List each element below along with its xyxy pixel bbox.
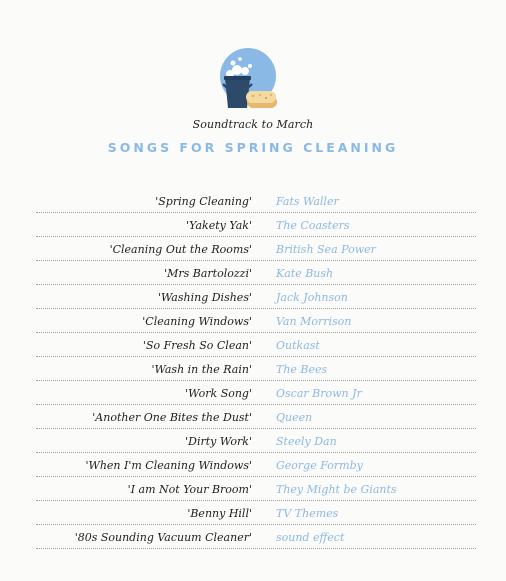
song-list: [36, 189, 476, 549]
page-title: SONGS FOR SPRING CLEANING: [107, 140, 399, 155]
song-title: 'Spring Cleaning': [155, 195, 252, 208]
bubble: [248, 64, 252, 68]
list-item: [36, 477, 476, 501]
song-artist: Steely Dan: [276, 435, 337, 448]
song-artist: British Sea Power: [276, 243, 376, 256]
song-artist: George Formby: [276, 459, 363, 472]
song-title: '80s Sounding Vacuum Cleaner': [74, 531, 252, 544]
bucket-logo: [216, 46, 284, 114]
song-artist: TV Themes: [276, 507, 339, 520]
song-title: 'Dirty Work': [185, 435, 252, 448]
song-title: 'Mrs Bartolozzi': [164, 267, 252, 280]
song-title: 'Work Song': [185, 387, 252, 400]
bubble: [241, 67, 249, 75]
song-title: 'Washing Dishes': [157, 291, 252, 304]
song-artist: sound effect: [276, 531, 345, 544]
list-item: [36, 189, 476, 213]
list-item: [36, 309, 476, 333]
list-item: [36, 237, 476, 261]
song-title: 'Wash in the Rain': [151, 363, 252, 376]
song-artist: Jack Johnson: [276, 291, 348, 304]
song-artist: The Coasters: [276, 219, 350, 232]
bubble: [232, 65, 242, 75]
list-item: [36, 453, 476, 477]
song-artist: They Might be Giants: [276, 483, 397, 496]
song-artist: Outkast: [276, 339, 320, 352]
list-item: [36, 381, 476, 405]
song-title: 'When I'm Cleaning Windows': [85, 459, 252, 472]
list-item: [36, 429, 476, 453]
list-item: [36, 405, 476, 429]
list-item: [36, 333, 476, 357]
song-title: 'I am Not Your Broom': [127, 483, 252, 496]
song-artist: Van Morrison: [276, 315, 352, 328]
song-title: 'Cleaning Windows': [142, 315, 252, 328]
sponge-icon: [246, 91, 277, 108]
song-artist: Queen: [276, 411, 313, 424]
bucket-icon: [216, 46, 284, 114]
song-title: 'So Fresh So Clean': [142, 339, 252, 352]
song-title: 'Cleaning Out the Rooms': [109, 243, 252, 256]
bubble: [231, 61, 236, 66]
list-item: [36, 501, 476, 525]
list-item: [36, 213, 476, 237]
song-artist: The Bees: [276, 363, 328, 376]
list-item: [36, 525, 476, 549]
list-item: [36, 357, 476, 381]
bubble: [238, 57, 242, 61]
list-item: [36, 285, 476, 309]
song-title: 'Another One Bites the Dust': [92, 411, 252, 424]
page-kicker: Soundtrack to March: [192, 118, 314, 131]
list-item: [36, 261, 476, 285]
song-title: 'Yakety Yak': [186, 219, 252, 232]
song-title: 'Benny Hill': [187, 507, 252, 520]
song-artist: Oscar Brown Jr: [276, 387, 362, 400]
song-artist: Kate Bush: [276, 267, 334, 280]
song-artist: Fats Waller: [276, 195, 339, 208]
